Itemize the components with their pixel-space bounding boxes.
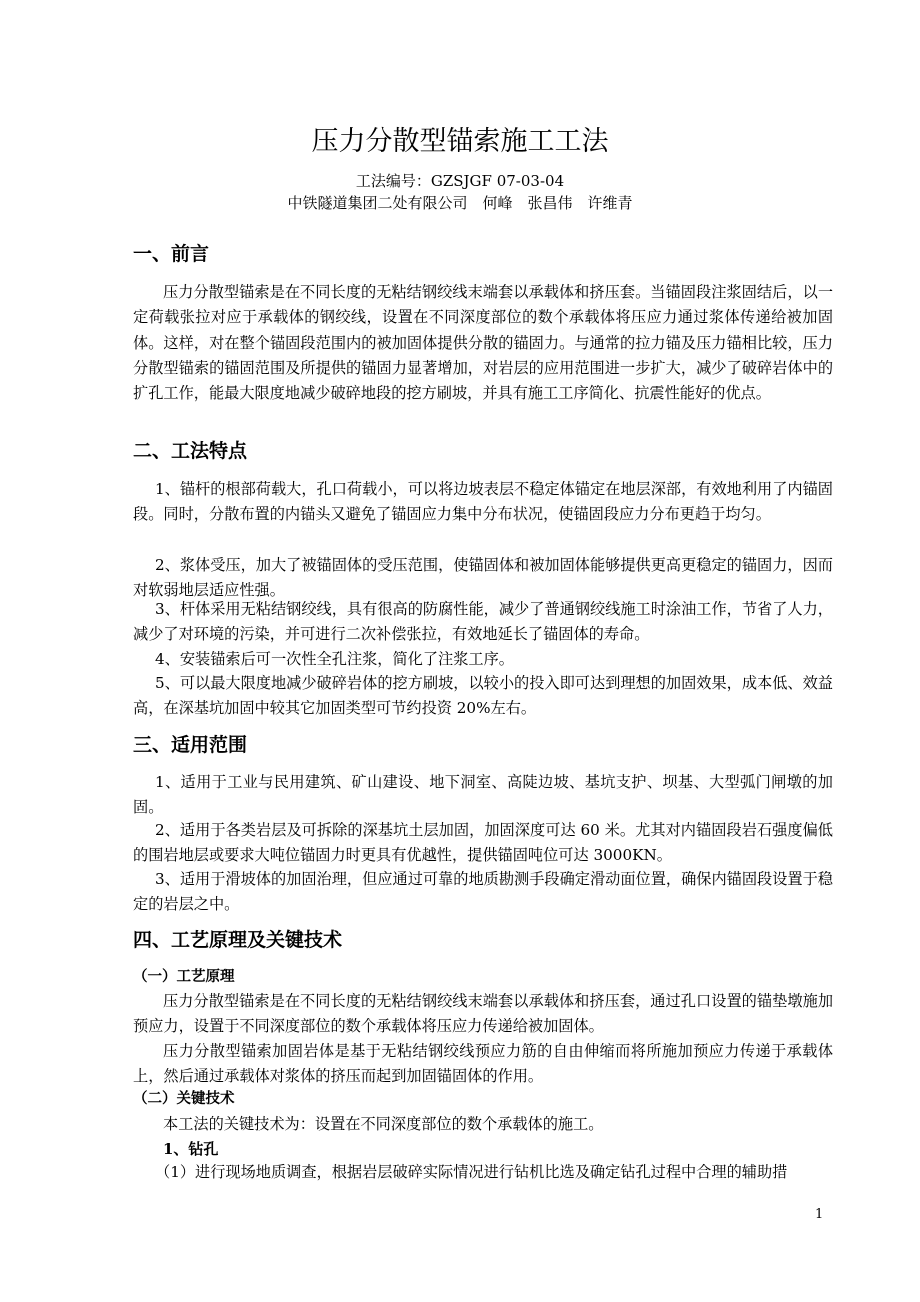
method-code: 工法编号：GZSJGF 07-03-04 (355, 172, 565, 190)
paragraph: 压力分散型锚索加固岩体是基于无粘结钢绞线预应力筋的自由伸缩而将所施加预应力传递于承载体上，然后通过承载体对浆体的挤压而起到加固锚固体的作用。 (133, 1042, 833, 1086)
paragraph: 5、可以最大限度地减少破碎岩体的挖方刷坡，以较小的投入即可达到理想的加固效果，成本低、效益高，在深基坑加固中较其它加固类型可节约投资 20%左右。 (133, 674, 833, 718)
section-heading-features: 二、工法特点 (133, 440, 248, 462)
subsection-heading: （二）关键技术 (133, 1090, 235, 1107)
document-title: 压力分散型锚索施工工法 (311, 126, 609, 157)
section-heading-principle: 四、工艺原理及关键技术 (133, 929, 343, 951)
paragraph: 压力分散型锚索是在不同长度的无粘结钢绞线末端套以承载体和挤压套，通过孔口设置的锚垫墩施加预应力，设置于不同深度部位的数个承载体将压应力传递给被加固体。 (133, 992, 833, 1036)
section-heading-scope: 三、适用范围 (133, 734, 248, 756)
paragraph: 1、锚杆的根部荷载大，孔口荷载小，可以将边坡表层不稳定体锚定在地层深部，有效地利用了内锚固段。同时，分散布置的内锚头又避免了锚固应力集中分布状况，使锚固段应力分布更趋于均匀。 (133, 480, 833, 524)
paragraph: 1、适用于工业与民用建筑、矿山建设、地下洞室、高陡边坡、基坑支护、坝基、大型弧门闸墩的加固。 (133, 773, 833, 817)
paragraph: （1）进行现场地质调查，根据岩层破碎实际情况进行钻机比选及确定钻孔过程中合理的辅助措 (155, 1163, 788, 1181)
page-number: 1 (815, 1207, 824, 1222)
subsection-heading: （一）工艺原理 (133, 968, 235, 985)
authors-line: 中铁隧道集团二处有限公司 何峰 张昌伟 许维青 (287, 194, 633, 212)
paragraph: 压力分散型锚索是在不同长度的无粘结钢绞线末端套以承载体和挤压套。当锚固段注浆固结后，以一定荷载张拉对应于承载体的钢绞线，设置在不同深度部位的数个承载体将压应力通过浆体传递给被加固体。这样，对在整个锚固段范围内的被加固体提供分散的锚固力。与通常的拉力锚及压力锚相比较，压力分散型锚索的锚固范围及所提供的锚固力显著增加，对岩层的应用范围进一步扩大，减少了破碎岩体中的扩孔工作，能最大限度地减少破碎地段的挖方刷坡，并具有施工工序简化、抗震性能好的优点。 (133, 283, 833, 403)
sub-subsection-heading: 1、钻孔 (163, 1140, 219, 1158)
section-heading-preface: 一、前言 (133, 243, 210, 265)
paragraph: 4、安装锚索后可一次性全孔注浆，简化了注浆工序。 (155, 650, 514, 668)
paragraph: 3、杆体采用无粘结钢绞线，具有很高的防腐性能，减少了普通钢绞线施工时涂油工作，节省了人力，减少了对环境的污染，并可进行二次补偿张拉，有效地延长了锚固体的寿命。 (133, 600, 833, 644)
paragraph: 2、浆体受压，加大了被锚固体的受压范围，使锚固体和被加固体能够提供更高更稳定的锚固力，因而对软弱地层适应性强。 (133, 556, 833, 600)
paragraph: 本工法的关键技术为：设置在不同深度部位的数个承载体的施工。 (163, 1115, 604, 1133)
paragraph: 2、适用于各类岩层及可拆除的深基坑土层加固，加固深度可达 60 米。尤其对内锚固段岩石强度偏低的围岩地层或要求大吨位锚固力时更具有优越性，提供锚固吨位可达 3000KN。 (133, 821, 833, 865)
paragraph: 3、适用于滑坡体的加固治理，但应通过可靠的地质勘测手段确定滑动面位置，确保内锚固段设置于稳定的岩层之中。 (133, 870, 833, 914)
